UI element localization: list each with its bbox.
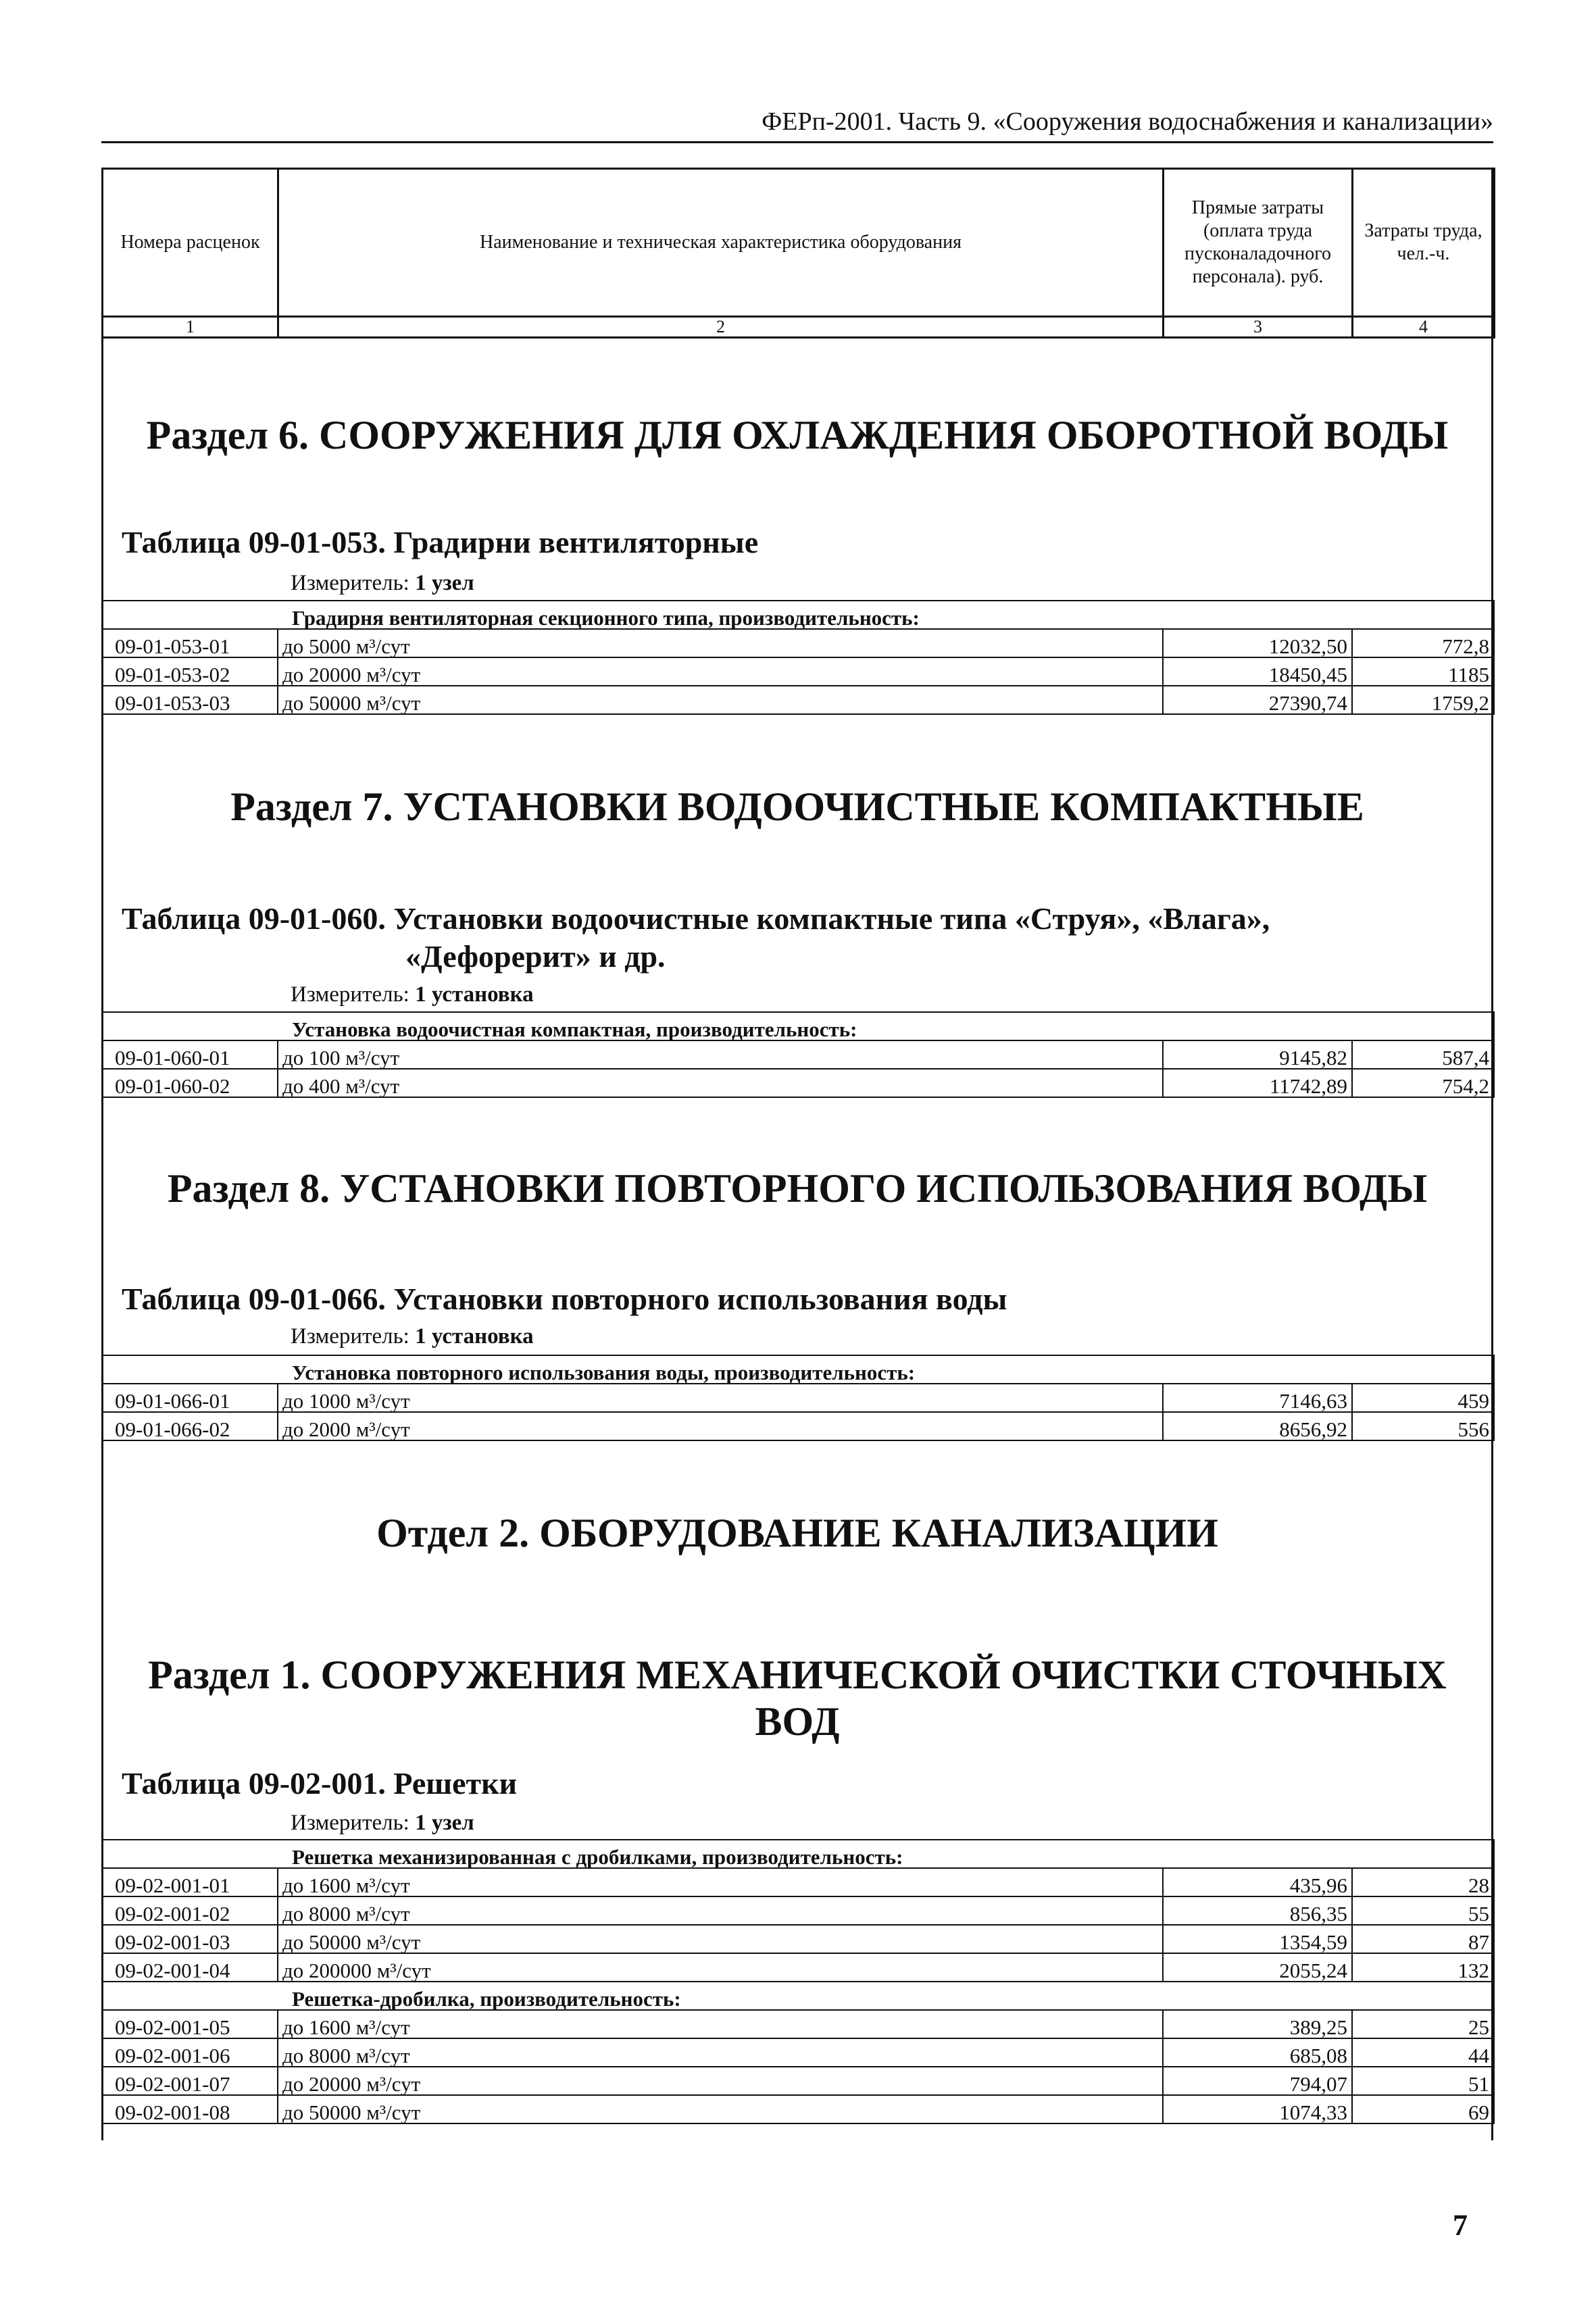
labor-cost: 55: [1352, 1896, 1494, 1925]
table-row: [102, 686, 1494, 714]
rate-code: 09-01-053-01: [102, 629, 278, 657]
table-subheader: Решетка механизированная с дробилками, производительность:: [102, 1840, 1494, 1868]
table-title: Таблица 09-01-066. Установки повторного использования воды: [122, 1282, 1007, 1316]
rate-code: 09-02-001-08: [102, 2095, 278, 2123]
labor-cost: 1185: [1352, 657, 1494, 686]
header-rule: [101, 141, 1493, 143]
direct-cost: 1074,33: [1163, 2095, 1352, 2123]
data-table: [101, 1355, 1495, 1441]
equipment-name: до 8000 м³/сут: [278, 1896, 1163, 1925]
measure-label: Измеритель:: [291, 1324, 409, 1349]
direct-cost: 685,08: [1163, 2038, 1352, 2067]
equipment-name: до 2000 м³/сут: [278, 1412, 1163, 1440]
labor-cost: 51: [1352, 2067, 1494, 2095]
table-title: [122, 900, 1439, 976]
measure-label: Измеритель:: [291, 982, 409, 1007]
equipment-name: до 100 м³/сут: [278, 1040, 1163, 1069]
data-table: [101, 1011, 1495, 1098]
direct-cost: 27390,74: [1163, 686, 1352, 714]
direct-cost: 7146,63: [1163, 1384, 1352, 1412]
equipment-name: до 1600 м³/сут: [278, 1868, 1163, 1896]
data-table: [101, 1839, 1495, 2124]
measure-line: [291, 1324, 534, 1349]
measure-label: Измеритель:: [291, 1811, 409, 1835]
rate-code: 09-02-001-04: [102, 1953, 278, 1982]
col-header-code: Номера расценок: [103, 169, 278, 317]
table-row: [102, 2010, 1494, 2038]
equipment-name: до 400 м³/сут: [278, 1069, 1163, 1097]
direct-cost: 794,07: [1163, 2067, 1352, 2095]
col-number: 3: [1164, 317, 1353, 338]
measure-label: Измеритель:: [291, 571, 409, 595]
direct-cost: 856,35: [1163, 1896, 1352, 1925]
labor-cost: 25: [1352, 2010, 1494, 2038]
col-header-name: Наименование и техническая характеристика оборудования: [278, 169, 1164, 317]
table-row: [102, 2038, 1494, 2067]
rate-code: 09-01-066-02: [102, 1412, 278, 1440]
rate-code: 09-02-001-01: [102, 1868, 278, 1896]
table-subheader: Установка водоочистная компактная, производительность:: [102, 1012, 1494, 1040]
rate-code: 09-02-001-06: [102, 2038, 278, 2067]
measure-line: [291, 982, 534, 1007]
table-row: [102, 1896, 1494, 1925]
equipment-name: до 20000 м³/сут: [278, 657, 1163, 686]
rate-code: 09-02-001-02: [102, 1896, 278, 1925]
measure-value: 1 установка: [415, 982, 534, 1007]
column-header-table: [101, 168, 1495, 338]
table-row: [102, 1953, 1494, 1982]
table-subheader: Градирня вентиляторная секционного типа, производительность:: [102, 601, 1494, 629]
table-row: [102, 1384, 1494, 1412]
rate-code: 09-01-053-03: [102, 686, 278, 714]
measure-value: 1 узел: [415, 1811, 474, 1835]
equipment-name: до 5000 м³/сут: [278, 629, 1163, 657]
direct-cost: 18450,45: [1163, 657, 1352, 686]
equipment-name: до 50000 м³/сут: [278, 1925, 1163, 1953]
labor-cost: 459: [1352, 1384, 1494, 1412]
col-number: 2: [278, 317, 1164, 338]
table-row: [102, 1069, 1494, 1097]
labor-cost: 754,2: [1352, 1069, 1494, 1097]
direct-cost: 2055,24: [1163, 1953, 1352, 1982]
table-title: Таблица 09-01-053. Градирни вентиляторные: [122, 525, 759, 559]
measure-value: 1 установка: [415, 1324, 534, 1349]
table-row: [102, 2067, 1494, 2095]
table-row: [102, 1040, 1494, 1069]
equipment-name: до 50000 м³/сут: [278, 2095, 1163, 2123]
table-subheader: Решетка-дробилка, производительность:: [102, 1982, 1494, 2010]
labor-cost: 28: [1352, 1868, 1494, 1896]
section-title: Раздел 1. СООРУЖЕНИЯ МЕХАНИЧЕСКОЙ ОЧИСТКИ СТОЧНЫХ ВОД: [148, 1653, 1447, 1744]
labor-cost: 1759,2: [1352, 686, 1494, 714]
table-row: [102, 1868, 1494, 1896]
equipment-name: до 8000 м³/сут: [278, 2038, 1163, 2067]
rate-code: 09-01-066-01: [102, 1384, 278, 1412]
table-row: [102, 657, 1494, 686]
table-title: Таблица 09-02-001. Решетки: [122, 1766, 518, 1801]
col-header-labor: Затраты труда, чел.-ч.: [1353, 169, 1495, 317]
direct-cost: 12032,50: [1163, 629, 1352, 657]
equipment-name: до 50000 м³/сут: [278, 686, 1163, 714]
rate-code: 09-01-053-02: [102, 657, 278, 686]
labor-cost: 87: [1352, 1925, 1494, 1953]
col-header-cost: Прямые затраты (оплата труда пусконаладочного персонала). руб.: [1164, 169, 1353, 317]
running-header: ФЕРп-2001. Часть 9. «Сооружения водоснабжения и канализации»: [762, 107, 1493, 136]
table-row: [102, 629, 1494, 657]
rate-code: 09-02-001-05: [102, 2010, 278, 2038]
labor-cost: 772,8: [1352, 629, 1494, 657]
equipment-name: до 1600 м³/сут: [278, 2010, 1163, 2038]
table-row: [102, 2095, 1494, 2123]
equipment-name: до 20000 м³/сут: [278, 2067, 1163, 2095]
section-title: Раздел 6. СООРУЖЕНИЯ ДЛЯ ОХЛАЖДЕНИЯ ОБОРОТНОЙ ВОДЫ: [146, 413, 1449, 457]
table-row: [102, 1925, 1494, 1953]
labor-cost: 69: [1352, 2095, 1494, 2123]
direct-cost: 11742,89: [1163, 1069, 1352, 1097]
direct-cost: 1354,59: [1163, 1925, 1352, 1953]
labor-cost: 132: [1352, 1953, 1494, 1982]
measure-value: 1 узел: [415, 571, 474, 595]
data-table: [101, 600, 1495, 715]
measure-line: [291, 571, 474, 596]
section-title: Раздел 8. УСТАНОВКИ ПОВТОРНОГО ИСПОЛЬЗОВАНИЯ ВОДЫ: [167, 1166, 1428, 1211]
labor-cost: 556: [1352, 1412, 1494, 1440]
direct-cost: 389,25: [1163, 2010, 1352, 2038]
table-title-line-1: Таблица 09-01-060. Установки водоочистные компактные типа «Струя», «Влага»,: [122, 901, 1270, 936]
rate-code: 09-02-001-07: [102, 2067, 278, 2095]
table-subheader: Установка повторного использования воды, производительность:: [102, 1355, 1494, 1384]
labor-cost: 44: [1352, 2038, 1494, 2067]
rate-code: 09-01-060-01: [102, 1040, 278, 1069]
table-title-line-2: «Дефорерит» и др.: [405, 939, 666, 974]
direct-cost: 435,96: [1163, 1868, 1352, 1896]
equipment-name: до 200000 м³/сут: [278, 1953, 1163, 1982]
section-title: Раздел 7. УСТАНОВКИ ВОДООЧИСТНЫЕ КОМПАКТНЫЕ: [230, 784, 1364, 829]
direct-cost: 8656,92: [1163, 1412, 1352, 1440]
rate-code: 09-01-060-02: [102, 1069, 278, 1097]
rate-code: 09-02-001-03: [102, 1925, 278, 1953]
direct-cost: 9145,82: [1163, 1040, 1352, 1069]
equipment-name: до 1000 м³/сут: [278, 1384, 1163, 1412]
col-number: 1: [103, 317, 278, 338]
col-number: 4: [1353, 317, 1495, 338]
table-row: [102, 1412, 1494, 1440]
labor-cost: 587,4: [1352, 1040, 1494, 1069]
measure-line: [291, 1811, 474, 1836]
department-title: Отдел 2. ОБОРУДОВАНИЕ КАНАЛИЗАЦИИ: [376, 1511, 1218, 1555]
page-number: 7: [1453, 2209, 1468, 2242]
